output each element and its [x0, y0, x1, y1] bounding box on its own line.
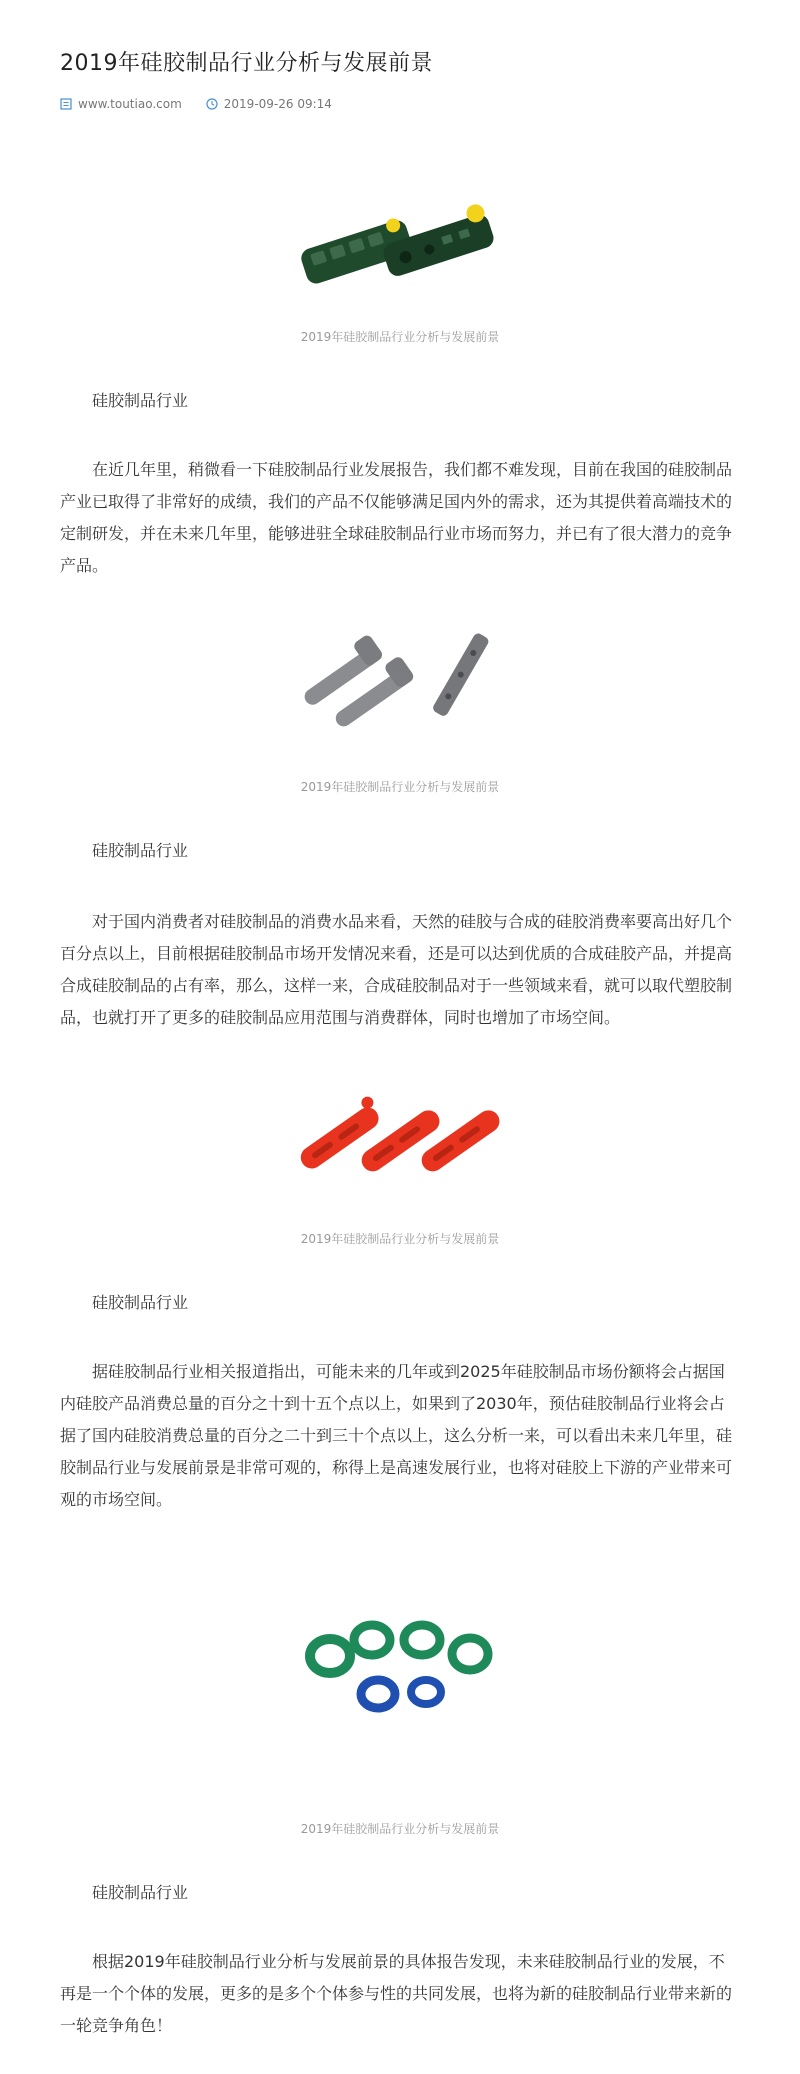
- section-subtitle: 硅胶制品行业: [92, 1293, 189, 1312]
- section-paragraph: 在近几年里，稍微看一下硅胶制品行业发展报告，我们都不难发现，目前在我国的硅胶制品产业已取得了非常好的成绩，我们的产品不仅能够满足国内外的需求，还为其提供着高端技术的定制研发，并在未来几年里，能够进驻全球硅胶制品行业市场而努力，并已有了很大潜力的竞争产品。: [60, 460, 733, 575]
- article-title: 2019年硅胶制品行业分析与发展前景: [60, 51, 433, 76]
- product-image-3-wrap: [0, 1080, 800, 1190]
- section-subtitle: 硅胶制品行业: [92, 841, 189, 860]
- image-caption: 2019年硅胶制品行业分析与发展前景: [300, 1822, 500, 1836]
- document-icon: [60, 98, 72, 110]
- image-caption: 2019年硅胶制品行业分析与发展前景: [300, 780, 500, 794]
- section-paragraph: 根据2019年硅胶制品行业分析与发展前景的具体报告发现，未来硅胶制品行业的发展，不再是一个个体的发展，更多的是多个个体参与性的共同发展，也将为新的硅胶制品行业带来新的一轮竞争角色！: [60, 1952, 733, 2035]
- publish-time: 2019-09-26 09:14: [223, 97, 332, 111]
- time-info: [206, 97, 332, 111]
- section-paragraph: 据硅胶制品行业相关报道指出，可能未来的几年或到2025年硅胶制品市场份额将会占据国内硅胶产品消费总量的百分之十到十五个点以上，如果到了2030年，预估硅胶制品行业将会占据了国内硅胶消费总量的百分之二十到三十个点以上，这么分析一来，可以看出未来几年里，硅胶制品行业与发展前景是非常可观的，称得上是高速发展行业，也将对硅胶上下游的产业带来可观的市场空间。: [60, 1362, 733, 1509]
- product-image-2-wrap: [0, 630, 800, 730]
- rings-image: [300, 1616, 500, 1726]
- section-paragraph: 对于国内消费者对硅胶制品的消费水品来看，天然的硅胶与合成的硅胶消费率要高出好几个百分点以上，目前根据硅胶制品市场开发情况来看，还是可以达到优质的合成硅胶产品，并提高合成硅胶制品的占有率，那么，这样一来，合成硅胶制品对于一些领域来看，就可以取代塑胶制品，也就打开了更多的硅胶制品应用范围与消费群体，同时也增加了市场空间。: [60, 912, 733, 1027]
- clock-icon: [206, 98, 218, 110]
- source-info: [60, 97, 182, 111]
- product-image-1-wrap: [0, 180, 800, 300]
- image-caption: 2019年硅胶制品行业分析与发展前景: [300, 330, 500, 344]
- gray-parts-image: [300, 630, 500, 730]
- article-meta: [60, 97, 356, 111]
- product-image-4-wrap: [0, 1616, 800, 1726]
- red-parts-image: [295, 1080, 505, 1190]
- source-link[interactable]: www.toutiao.com: [78, 97, 182, 111]
- section-subtitle: 硅胶制品行业: [92, 1883, 189, 1902]
- image-caption: 2019年硅胶制品行业分析与发展前景: [300, 1232, 500, 1246]
- section-subtitle: 硅胶制品行业: [92, 391, 189, 410]
- green-keypad-image: [290, 180, 510, 300]
